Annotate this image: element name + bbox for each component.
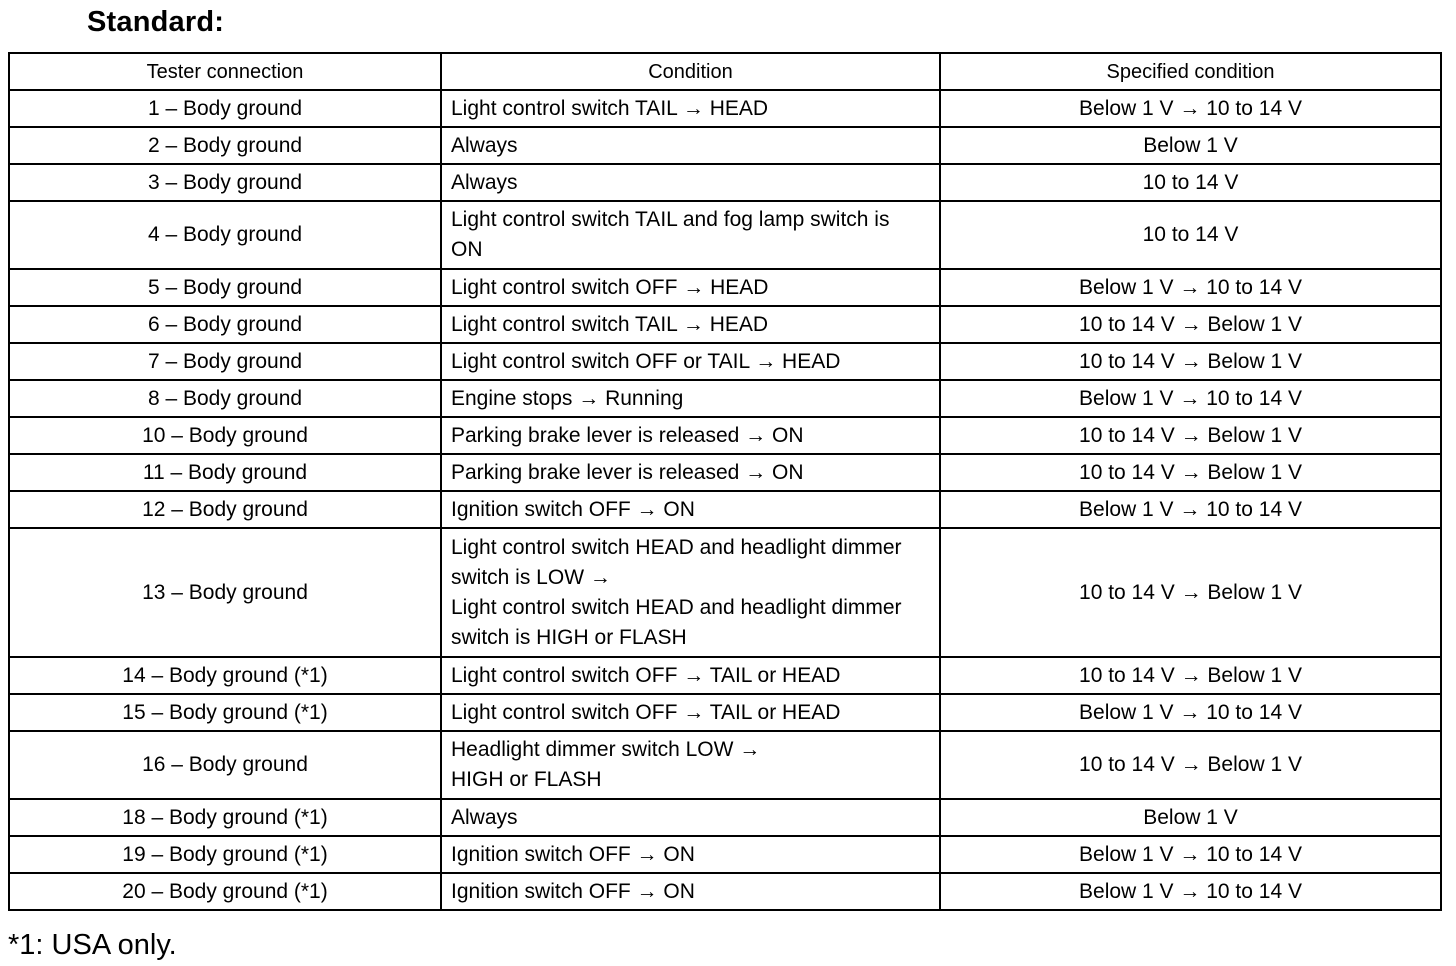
specified-condition-cell: Below 1 V → 10 to 14 V [940, 836, 1441, 873]
table-row [9, 201, 1441, 269]
specified-condition-cell: 10 to 14 V → Below 1 V [940, 731, 1441, 799]
condition-cell [441, 380, 940, 417]
condition-line: Parking brake lever is released → ON [451, 423, 804, 447]
condition-line: Light control switch TAIL → HEAD [451, 312, 769, 336]
tester-connection-cell: 7 – Body ground [9, 343, 441, 380]
condition-cell [441, 306, 940, 343]
condition-cell [441, 799, 940, 836]
specified-condition-cell: Below 1 V [940, 127, 1441, 164]
footnote: *1: USA only. [8, 929, 177, 961]
specified-condition-cell: 10 to 14 V → Below 1 V [940, 417, 1441, 454]
specified-condition-cell: 10 to 14 V → Below 1 V [940, 343, 1441, 380]
standard-spec-table [8, 52, 1442, 911]
condition-line: switch is HIGH or FLASH [451, 625, 687, 649]
table-row [9, 836, 1441, 873]
tester-connection-cell: 8 – Body ground [9, 380, 441, 417]
condition-cell [441, 491, 940, 528]
tester-connection-cell: 12 – Body ground [9, 491, 441, 528]
condition-cell [441, 164, 940, 201]
table-row [9, 694, 1441, 731]
condition-line: Ignition switch OFF → ON [451, 879, 695, 903]
specified-condition-cell: Below 1 V [940, 799, 1441, 836]
condition-line: Light control switch OFF → TAIL or HEAD [451, 700, 841, 724]
condition-line: HIGH or FLASH [451, 768, 602, 791]
tester-connection-cell: 2 – Body ground [9, 127, 441, 164]
condition-line: Light control switch OFF or TAIL → HEAD [451, 349, 841, 373]
specified-condition-cell: Below 1 V → 10 to 14 V [940, 380, 1441, 417]
condition-cell [441, 694, 940, 731]
table-row [9, 873, 1441, 910]
condition-cell [441, 417, 940, 454]
table-row [9, 306, 1441, 343]
condition-line: Always [451, 170, 518, 194]
tester-connection-cell: 15 – Body ground (*1) [9, 694, 441, 731]
condition-line: Light control switch HEAD and headlight dimmer [451, 595, 902, 619]
condition-line: Light control switch TAIL and fog lamp switch is [451, 208, 890, 231]
table-row [9, 454, 1441, 491]
section-heading: Standard: [87, 6, 225, 38]
condition-line: Ignition switch OFF → ON [451, 497, 695, 521]
tester-connection-cell: 1 – Body ground [9, 90, 441, 127]
condition-line: Light control switch OFF → HEAD [451, 275, 769, 299]
table-row [9, 127, 1441, 164]
condition-cell [441, 731, 940, 799]
table-header-row [9, 53, 1441, 90]
table-row [9, 528, 1441, 657]
tester-connection-cell: 5 – Body ground [9, 269, 441, 306]
condition-line: Engine stops → Running [451, 386, 684, 410]
condition-line: Always [451, 133, 518, 157]
condition-line: Headlight dimmer switch LOW → [451, 738, 761, 761]
table-row [9, 799, 1441, 836]
header-specified-condition: Specified condition [940, 53, 1441, 90]
specified-condition-cell: Below 1 V → 10 to 14 V [940, 491, 1441, 528]
tester-connection-cell: 11 – Body ground [9, 454, 441, 491]
table-row [9, 269, 1441, 306]
tester-connection-cell: 18 – Body ground (*1) [9, 799, 441, 836]
condition-line: ON [451, 238, 483, 261]
specified-condition-cell: 10 to 14 V → Below 1 V [940, 528, 1441, 657]
condition-line: Ignition switch OFF → ON [451, 842, 695, 866]
table-row [9, 90, 1441, 127]
condition-cell [441, 201, 940, 269]
tester-connection-cell: 6 – Body ground [9, 306, 441, 343]
condition-cell [441, 528, 940, 657]
condition-cell [441, 657, 940, 694]
condition-cell [441, 127, 940, 164]
tester-connection-cell: 19 – Body ground (*1) [9, 836, 441, 873]
table-row [9, 380, 1441, 417]
table-row [9, 657, 1441, 694]
table-row [9, 164, 1441, 201]
table-row [9, 343, 1441, 380]
tester-connection-cell: 3 – Body ground [9, 164, 441, 201]
condition-cell [441, 269, 940, 306]
specified-condition-cell: Below 1 V → 10 to 14 V [940, 90, 1441, 127]
table-row [9, 417, 1441, 454]
condition-cell [441, 454, 940, 491]
specified-condition-cell: 10 to 14 V [940, 164, 1441, 201]
tester-connection-cell: 13 – Body ground [9, 528, 441, 657]
condition-line: switch is LOW → [451, 565, 611, 589]
table-row [9, 731, 1441, 799]
condition-line: Always [451, 805, 518, 829]
condition-line: Light control switch HEAD and headlight dimmer [451, 535, 902, 559]
tester-connection-cell: 16 – Body ground [9, 731, 441, 799]
header-tester-connection: Tester connection [9, 53, 441, 90]
condition-line: Light control switch OFF → TAIL or HEAD [451, 663, 841, 687]
header-condition: Condition [441, 53, 940, 90]
table-row [9, 491, 1441, 528]
condition-cell [441, 836, 940, 873]
tester-connection-cell: 20 – Body ground (*1) [9, 873, 441, 910]
tester-connection-cell: 10 – Body ground [9, 417, 441, 454]
specified-condition-cell: 10 to 14 V [940, 201, 1441, 269]
specified-condition-cell: Below 1 V → 10 to 14 V [940, 269, 1441, 306]
condition-cell [441, 343, 940, 380]
tester-connection-cell: 4 – Body ground [9, 201, 441, 269]
condition-line: Light control switch TAIL → HEAD [451, 96, 769, 120]
condition-line: Parking brake lever is released → ON [451, 460, 804, 484]
specified-condition-cell: Below 1 V → 10 to 14 V [940, 873, 1441, 910]
specified-condition-cell: 10 to 14 V → Below 1 V [940, 657, 1441, 694]
specified-condition-cell: 10 to 14 V → Below 1 V [940, 306, 1441, 343]
condition-cell [441, 873, 940, 910]
condition-cell [441, 90, 940, 127]
tester-connection-cell: 14 – Body ground (*1) [9, 657, 441, 694]
specified-condition-cell: 10 to 14 V → Below 1 V [940, 454, 1441, 491]
specified-condition-cell: Below 1 V → 10 to 14 V [940, 694, 1441, 731]
